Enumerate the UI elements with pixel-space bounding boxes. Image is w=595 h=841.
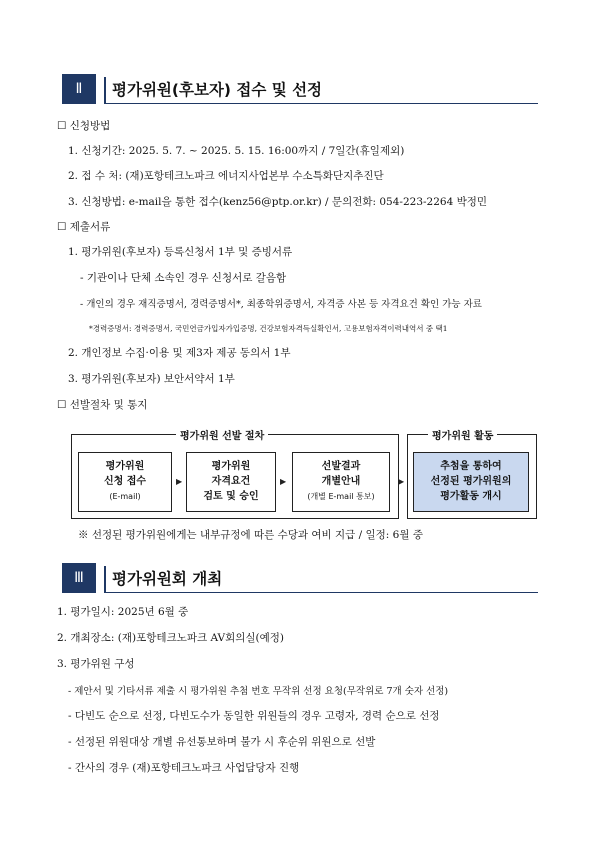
committee-place: 2. 개최장소: (재)포항테크노파크 AV회의실(예정) bbox=[57, 632, 285, 644]
documents-item-3: 3. 평가위원(후보자) 보안서약서 1부 bbox=[68, 373, 235, 385]
step-review bbox=[186, 452, 276, 512]
committee-sub-1: - 제안서 및 기타서류 제출 시 평가위원 추첨 번호 무작위 선정 요청(무작위로 7개 숫자 선정) bbox=[68, 686, 449, 697]
documents-sub-1: - 기관이나 단체 소속인 경우 신청서로 갈음함 bbox=[80, 272, 287, 284]
documents-sub-2: - 개인의 경우 재직증명서, 경력증명서*, 최종학위증명서, 자격증 사본 등 자격요건 확인 가능 자료 bbox=[80, 299, 482, 310]
section-rule bbox=[104, 103, 538, 104]
documents-item-2: 2. 개인정보 수집·이용 및 제3자 제공 동의서 1부 bbox=[68, 347, 291, 359]
section-number: Ⅲ bbox=[62, 563, 96, 593]
documents-heading: ☐ 제출서류 bbox=[57, 221, 111, 233]
step-apply-sub: (E-mail) bbox=[109, 492, 141, 501]
selection-heading: ☐ 선발절차 및 통지 bbox=[57, 399, 148, 411]
section-3-header bbox=[62, 563, 538, 593]
step-review-line3: 검토 및 승인 bbox=[203, 491, 259, 502]
section-rule bbox=[104, 592, 538, 593]
activity-title: 평가위원 활동 bbox=[428, 427, 497, 442]
selection-process-title: 평가위원 선발 절차 bbox=[176, 427, 268, 442]
step-apply-line2: 신청 접수 bbox=[103, 476, 147, 487]
documents-note: *경력증명서: 경력증명서, 국민연금가입자가입증명, 건강보험자격득실확인서, 고용보험자격이력내역서 중 택1 bbox=[89, 324, 448, 333]
step-notify bbox=[292, 452, 390, 512]
selection-note: ※ 선정된 평가위원에게는 내부규정에 따른 수당과 여비 지급 / 일정: 6월 중 bbox=[78, 529, 423, 541]
section-number: Ⅱ bbox=[62, 74, 96, 104]
committee-composition: 3. 평가위원 구성 bbox=[57, 658, 135, 670]
apply-period: 1. 신청기간: 2025. 5. 7. ~ 2025. 5. 15. 16:00까지 / 7일간(휴일제외) bbox=[68, 145, 405, 157]
committee-date: 1. 평가일시: 2025년 6월 중 bbox=[57, 606, 189, 618]
section-2-header bbox=[62, 74, 538, 104]
arrow-right-icon: ▶ bbox=[280, 477, 287, 486]
arrow-right-icon: ▶ bbox=[398, 477, 405, 486]
step-notify-sub: (개별 E-mail 통보) bbox=[307, 492, 375, 501]
documents-item-1: 1. 평가위원(후보자) 등록신청서 1부 및 증빙서류 bbox=[68, 246, 293, 258]
step-notify-line2: 개별안내 bbox=[321, 476, 361, 487]
activity-line1: 추첨을 통하여 bbox=[440, 461, 502, 472]
committee-sub-2: - 다빈도 순으로 선정, 다빈도수가 동일한 위원들의 경우 고령자, 경력 순으로 선정 bbox=[68, 710, 440, 722]
section-title: 평가위원(후보자) 접수 및 선정 bbox=[104, 77, 322, 103]
step-apply bbox=[78, 452, 172, 512]
committee-sub-3: - 선정된 위원대상 개별 유선통보하며 불가 시 후순위 위원으로 선발 bbox=[68, 736, 376, 748]
section-title: 평가위원회 개최 bbox=[104, 566, 222, 592]
step-notify-line1: 선발결과 bbox=[321, 461, 361, 472]
arrow-right-icon: ▶ bbox=[176, 477, 183, 486]
committee-sub-4: - 간사의 경우 (재)포항테크노파크 사업담당자 진행 bbox=[68, 762, 300, 774]
step-review-line2: 자격요건 bbox=[211, 476, 251, 487]
apply-place: 2. 접 수 처: (재)포항테크노파크 에너지사업본부 수소특화단지추진단 bbox=[68, 170, 384, 182]
activity-line3: 평가활동 개시 bbox=[440, 491, 502, 502]
apply-way: 3. 신청방법: e-mail을 통한 접수(kenz56@ptp.or.kr) / 문의전화: 054-223-2264 박정민 bbox=[68, 196, 488, 208]
activity-box bbox=[413, 452, 529, 512]
apply-method-heading: ☐ 신청방법 bbox=[57, 120, 111, 132]
activity-line2: 선정된 평가위원의 bbox=[430, 476, 512, 487]
step-review-line1: 평가위원 bbox=[211, 461, 251, 472]
step-apply-line1: 평가위원 bbox=[105, 461, 145, 472]
